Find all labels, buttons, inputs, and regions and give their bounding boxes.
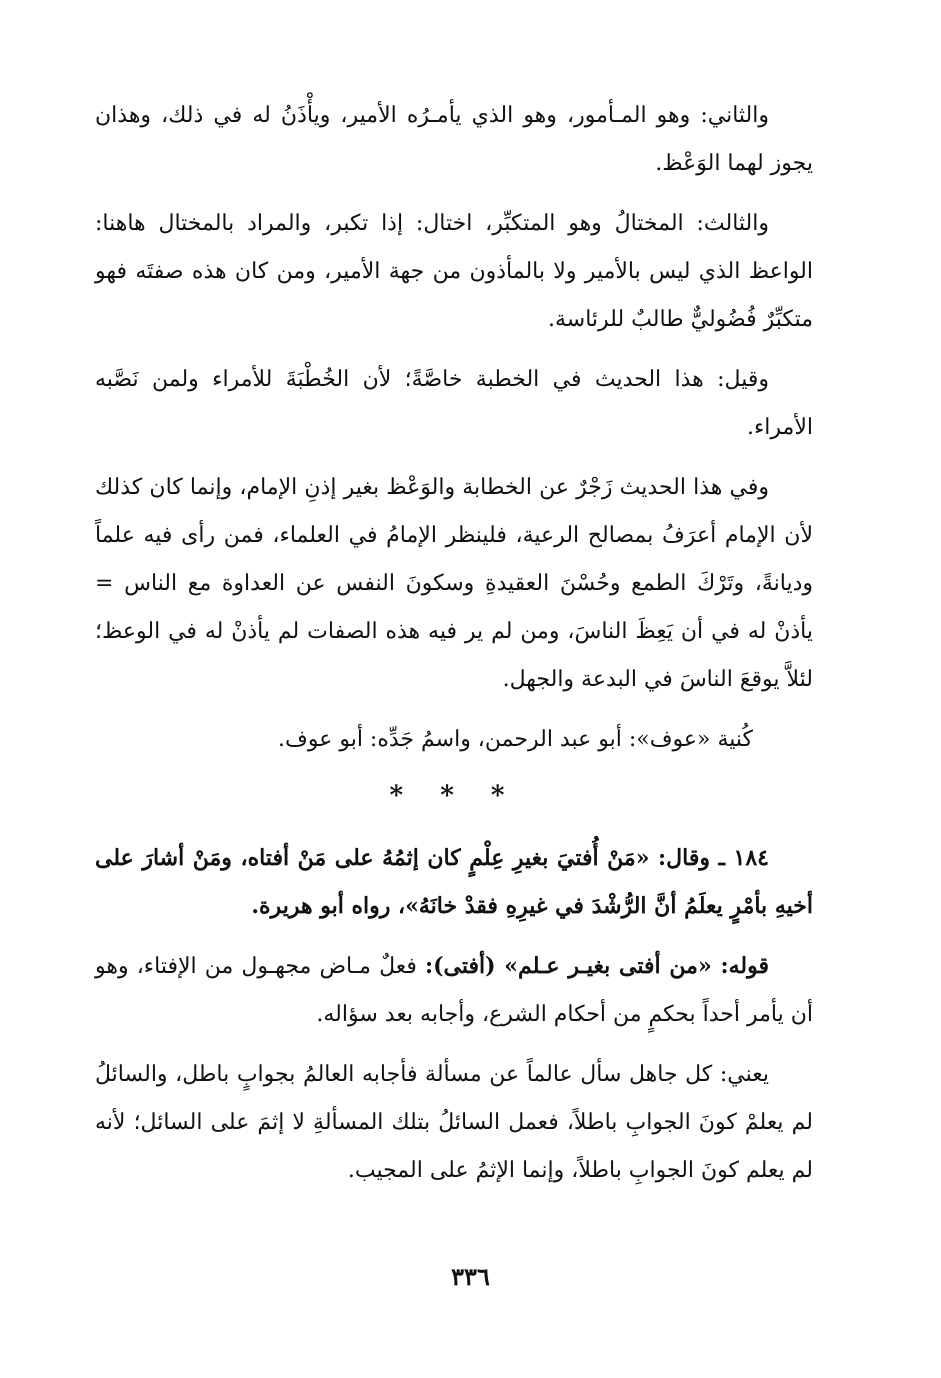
page-body <box>95 92 813 1207</box>
paragraph-hadith-explanation: وفي هذا الحديث زَجْرٌ عن الخطابة والوَعْظ بغير إذنِ الإمام، وإنما كان كذلك لأن الإمام أعرَفُ بمصالح الرعية، فلينظر الإمامُ في العلماء، فمن رأى فيه علماً وديانةً، وتَرْكَ الطمع وحُسْنَ العقيدةِ وسكونَ النفس عن العداوة مع الناس = يأذنْ له في أن يَعِظَ الناسَ، ومن لم ير فيه هذه الصفات لم يأذنْ له في الوعظ؛ لئلاَّ يوقعَ الناسَ في البدعة والجهل. <box>95 475 813 692</box>
paragraph-kunya: كُنية «عوف»: أبو عبد الرحمن، واسمُ جَدِّه: أبو عوف. <box>278 727 753 752</box>
commentary-text: فعلٌ مـاض مجهـول من الإفتاء، وهو أن يأمر أحداً بحكمٍ من أحكام الشرع، وأجابه بعد سؤاله. <box>95 954 813 1027</box>
section-divider: * * * <box>389 781 519 811</box>
page-number: ٣٣٦ <box>451 1262 490 1291</box>
paragraph-meaning: يعني: كل جاهل سأل عالماً عن مسألة فأجابه العالمُ بجوابٍ باطل، والسائلُ لم يعلمْ كونَ الجوابِ باطلاً، فعمل السائلُ بتلك المسألةِ لا إثمَ على السائل؛ لأنه لم يعلم كونَ الجوابِ باطلاً، وإنما الإثمُ على المجيب. <box>95 1062 813 1183</box>
paragraph-second-type: والثاني: وهو المـأمور، وهو الذي يأمـرُه الأمير، ويأْذَنُ له في ذلك، وهذان يجوز لهما الوَعْظ. <box>95 103 813 176</box>
hadith-184: ١٨٤ ـ وقال: «مَنْ أُفتيَ بغيرِ عِلْمٍ كان إثمُهُ على مَنْ أفتاه، ومَنْ أشارَ على أخيهِ بأمْرٍ يعلَمُ أنَّ الرُّشْدَ في غيرِهِ فقدْ خانَهُ»، رواه أبو هريرة. <box>95 845 813 919</box>
commentary-label: قوله: «من أفتى بغيـر عـلم» (أفتى): <box>424 953 769 979</box>
paragraph-third-type: والثالث: المختالُ وهو المتكبِّر، اختال: إذا تكبر، والمراد بالمختال هاهنا: الواعظ الذي ليس بالأمير ولا بالمأذون من جهة الأمير، ومن كان هذه صفتَه فهو متكبِّرٌ فُضُوليٌّ طالبٌ للرئاسة. <box>95 211 813 332</box>
paragraph-commentary <box>95 942 813 1039</box>
paragraph-khutba-note: وقيل: هذا الحديث في الخطبة خاصَّةً؛ لأن الخُطْبَةَ للأمراء ولمن نَصَّبه الأمراء. <box>95 367 813 440</box>
